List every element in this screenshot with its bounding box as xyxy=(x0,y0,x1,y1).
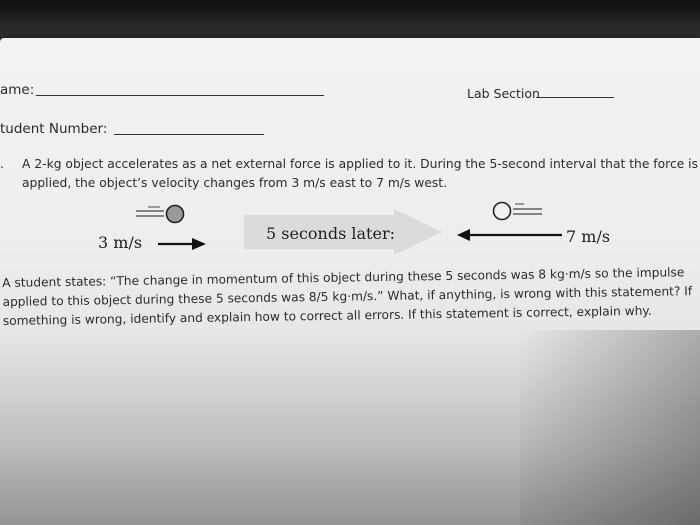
question-line-2: applied, the object’s velocity changes from 3 m/s east to 7 m/s west. xyxy=(22,176,448,190)
final-velocity-label: 7 m/s xyxy=(566,227,611,246)
ball-moving-west-icon xyxy=(490,200,548,222)
motion-figure xyxy=(0,195,700,265)
lab-section-blank-line xyxy=(536,97,614,98)
statement-line-1: A student states: “The change in momentum of this object during these 5 seconds was 8 kg·m/s so the impulse xyxy=(2,265,685,290)
student-number-label: tudent Number: xyxy=(0,121,108,137)
student-number-blank-line xyxy=(114,134,264,135)
time-interval-label: 5 seconds later: xyxy=(266,224,395,243)
lab-section-label: Lab Section xyxy=(467,86,540,101)
east-arrow-icon xyxy=(156,237,208,251)
name-blank-line xyxy=(36,95,324,96)
question-line-1: A 2-kg object accelerates as a net external force is applied to it. During the 5-second interval that the force is xyxy=(22,157,698,171)
keyboard-edge xyxy=(0,0,700,22)
west-arrow-icon xyxy=(456,228,564,242)
statement-line-2: applied to this object during these 5 seconds was 8/5 kg·m/s.” What, if anything, is wrong with this statement? If xyxy=(2,284,693,309)
student-statement xyxy=(0,257,700,348)
statement-line-3: something is wrong, identify and explain how to correct all errors. If this statement is correct, explain why. xyxy=(2,303,652,328)
name-label: ame: xyxy=(0,82,35,98)
question-number: . xyxy=(0,157,4,171)
ball-moving-east-icon xyxy=(130,203,190,225)
initial-velocity-label: 3 m/s xyxy=(98,233,143,252)
